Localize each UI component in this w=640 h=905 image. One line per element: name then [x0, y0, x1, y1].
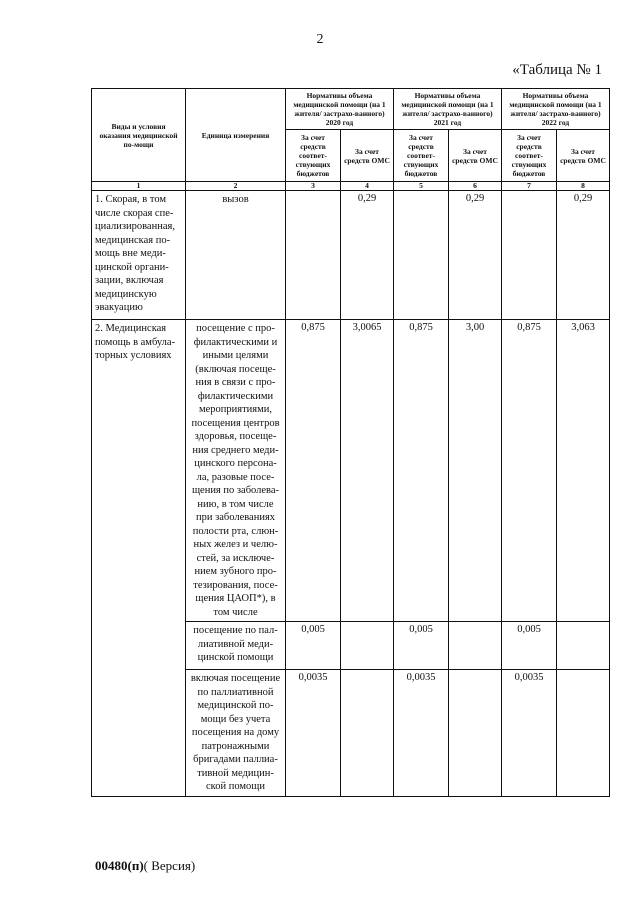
value-2022-budget: 0,875 — [502, 320, 557, 622]
value-2021-oms: 3,00 — [449, 320, 502, 622]
document-version: ( Версия) — [143, 858, 196, 873]
header-2020-oms: За счет средств ОМС — [341, 130, 394, 182]
table-row — [92, 320, 610, 622]
column-number: 2 — [186, 182, 286, 191]
column-number: 5 — [394, 182, 449, 191]
column-number: 3 — [286, 182, 341, 191]
row-unit: включая посещение по паллиативной медицинской по-мощи без учета посещения на дому патронажными бригадами паллиа-тивной медицин-ской помощи — [186, 670, 286, 797]
row-type-of-care: 1. Скорая, в том числе скорая спе-циализированная, медицинская по-мощь вне меди-цинской органи-зации, включая медицинскую эвакуацию — [92, 191, 186, 320]
value-2020-budget: 0,875 — [286, 320, 341, 622]
value-2022-oms: 0,29 — [557, 191, 610, 320]
value-2020-oms — [341, 670, 394, 797]
value-2020-budget: 0,0035 — [286, 670, 341, 797]
column-number: 8 — [557, 182, 610, 191]
value-2022-budget — [502, 191, 557, 320]
column-number: 7 — [502, 182, 557, 191]
value-2020-oms: 0,29 — [341, 191, 394, 320]
document-code: 00480(п) — [95, 858, 144, 873]
value-2021-oms — [449, 670, 502, 797]
value-2022-oms: 3,063 — [557, 320, 610, 622]
value-2022-oms — [557, 670, 610, 797]
row-number: 1. — [95, 194, 106, 205]
row-unit: посещение с про-филактическими и иными целями (включая посеще-ния в связи с про-филактическими мероприятиями, посещения центров здоровья, посеще-ния среднего меди-цинского персона-ла, разовые посе-щения по заболева-нию, в том числе при заболеваниях полости рта, слюн-ных желез и челю-стей, за исключе-нием зубного про-тезирования, посе-щения ЦАОП*), в том числе — [186, 320, 286, 622]
header-unit: Единица измерения — [186, 89, 286, 182]
column-number: 6 — [449, 182, 502, 191]
normatives-table — [91, 88, 610, 797]
header-group-2022: Нормативы объема медицинской помощи (на 1 жителя/ застрахо-ванного) 2022 год — [502, 89, 610, 130]
table-title: «Таблица № 1 — [512, 62, 602, 78]
column-number: 1 — [92, 182, 186, 191]
row-type-of-care: 2. Медицинская помощь в амбула-торных условиях — [92, 320, 186, 797]
value-2021-budget: 0,0035 — [394, 670, 449, 797]
value-2022-budget: 0,005 — [502, 622, 557, 670]
row-unit: вызов — [186, 191, 286, 320]
page-number: 2 — [316, 32, 324, 47]
value-2020-oms: 3,0065 — [341, 320, 394, 622]
value-2022-budget: 0,0035 — [502, 670, 557, 797]
value-2020-budget: 0,005 — [286, 622, 341, 670]
value-2020-budget — [286, 191, 341, 320]
table-row — [92, 191, 610, 320]
column-number: 4 — [341, 182, 394, 191]
value-2020-oms — [341, 622, 394, 670]
document-footer — [95, 858, 195, 874]
value-2021-budget: 0,875 — [394, 320, 449, 622]
row-unit: посещение по пал-лиативной меди-цинской помощи — [186, 622, 286, 670]
header-2021-oms: За счет средств ОМС — [449, 130, 502, 182]
header-group-2021: Нормативы объема медицинской помощи (на 1 жителя/ застрахо-ванного) 2021 год — [394, 89, 502, 130]
header-type-of-care: Виды и условия оказания медицинской по-мощи — [92, 89, 186, 182]
value-2021-oms: 0,29 — [449, 191, 502, 320]
header-2021-budget: За счет средств соответ-ствующих бюджетов — [394, 130, 449, 182]
header-group-2020: Нормативы объема медицинской помощи (на 1 жителя/ застрахо-ванного) 2020 год — [286, 89, 394, 130]
header-2020-budget: За счет средств соответ-ствующих бюджетов — [286, 130, 341, 182]
value-2021-oms — [449, 622, 502, 670]
value-2022-oms — [557, 622, 610, 670]
value-2021-budget: 0,005 — [394, 622, 449, 670]
value-2021-budget — [394, 191, 449, 320]
header-2022-budget: За счет средств соответ-ствующих бюджетов — [502, 130, 557, 182]
header-2022-oms: За счет средств ОМС — [557, 130, 610, 182]
